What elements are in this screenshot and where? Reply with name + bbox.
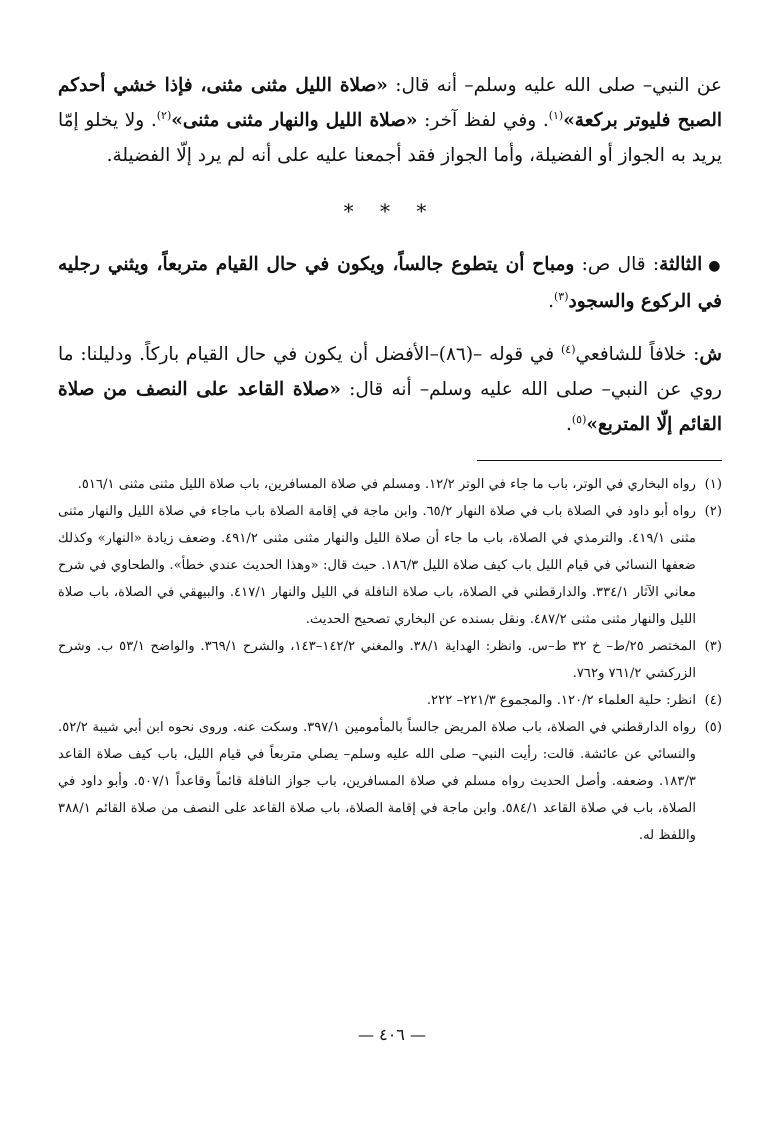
footnote-number: (٥)	[704, 720, 722, 735]
bullet-icon: ●	[708, 258, 722, 274]
footnote-ref[interactable]: (٥)	[571, 412, 587, 426]
footnote-number: (٣)	[704, 639, 722, 654]
footnote-text: رواه الدارقطني في الصلاة، باب صلاة المريض جالساً بالمأمومين ٣٩٧/١. وسكت عنه. وروى نحوه ابن أبي شيبة ٥٢/٢. والنسائي عن عائشة. قالت: رأيت النبي– صلى الله عليه وسلم– يصلي متربعاً في قيام الليل، باب كيف صلاة القاعد ١٨٣/٣. وضعفه. وأصل الحديث رواه مسلم في صلاة المسافرين، باب جواز النافلة قائماً وقاعداً ٥٠٧/١. وأبو داود في الصلاة، باب في صلاة القاعد ٥٨٤/١. وابن ماجة في إقامة الصلاة، باب صلاة القاعد على النصف من صلاة القائم ٣٨٨/١ واللفظ له.	[58, 720, 696, 843]
paragraph-rule: ●الثالثة: قال ص: ومباح أن يتطوع جالساً، ويكون في حال القيام متربعاً، ويثني رجليه في الركوع والسجود$^{(٣)}$.	[58, 254, 722, 312]
footnote-item	[58, 714, 722, 849]
footnote-ref[interactable]: (٢)	[156, 108, 172, 122]
paragraph-hadith: عن النبي– صلى الله عليه وسلم– أنه قال: «صلاة الليل مثنى مثنى، فإذا خشي أحدكم الصبح فليوتر بركعة»$^{(١)}$. وفي لفظ آخر: «صلاة الليل والنهار مثنى مثنى»$^{(٢)}$. ولا يخلو إمّا يريد به الجواز أو الفضيلة، وأما الجواز فقد أجمعنا عليه على أنه لم يرد إلّا الفضيلة.	[58, 75, 722, 166]
commentary-label: ش	[699, 344, 722, 365]
hadith-quote: «صلاة الليل والنهار مثنى مثنى»	[171, 110, 418, 131]
footnote-ref[interactable]: (١)	[548, 108, 564, 122]
main-text	[58, 68, 722, 442]
footnote-separator	[477, 460, 722, 461]
section-divider-stars: * * *	[343, 199, 437, 223]
footnote-text: رواه أبو داود في الصلاة باب في صلاة النهار ٦٥/٢. وابن ماجة في إقامة الصلاة باب ماجاء في صلاة الليل والنهار مثنى مثنى ٤١٩/١. والترمذي في الصلاة، باب ما جاء أن صلاة الليل والنهار مثنى مثنى ٤٩١/٢. وضعف زيادة «النهار» وكذلك ضعفها النسائي في قيام الليل باب كيف صلاة الليل ١٨٦/٣. حيث قال: «وهذا الحديث عندي خطأ». والطحاوي في شرح معاني الآثار ٣٣٤/١. والدارقطني في الصلاة، باب صلاة النافلة في الليل والنهار ٤١٧/١. والبيهقي في الصلاة، باب صلاة الليل والنهار مثنى مثنى ٤٨٧/٢. ونقل بسنده عن البخاري تصحيح الحديث.	[58, 504, 696, 627]
footnote-number: (١)	[704, 477, 722, 492]
footnote-number: (٢)	[704, 504, 722, 519]
footnote-number: (٤)	[704, 693, 722, 708]
footnote-text: المختصر ٢٥/ط– خ ٣٢ ط–س. وانظر: الهداية ٣٨/١. والمغني ١٤٢/٢–١٤٣، والشرح ٣٦٩/١. والواضح ٥٣/١ ب. وشرح الزركشي ٧٦١/٢ و٧٦٢.	[58, 639, 696, 681]
footnote-item	[58, 687, 722, 714]
footnote-ref[interactable]: (٤)	[560, 342, 576, 356]
footnote-item	[58, 633, 722, 687]
page-body	[58, 68, 722, 849]
footnote-item	[58, 471, 722, 498]
hadith-quote: «صلاة القاعد على النصف من صلاة القائم إلّا المتربع»	[58, 379, 722, 435]
paragraph-commentary: ش: خلافاً للشافعي$^{(٤)}$ في قوله –(٨٦)–الأفضل أن يكون في حال القيام باركاً. ودليلنا: ما روي عن النبي– صلى الله عليه وسلم– أنه قال: «صلاة القاعد على النصف من صلاة القائم إلّا المتربع»$^{(٥)}$.	[58, 342, 722, 435]
footnote-text: انظر: حلية العلماء ١٢٠/٢. والمجموع ٢٢١/٣– ٢٢٢.	[426, 693, 696, 708]
rule-text: ومباح أن يتطوع جالساً، ويكون في حال القيام متربعاً، ويثني رجليه في الركوع والسجود	[58, 254, 722, 312]
rule-label: الثالثة	[659, 254, 703, 275]
footnotes	[58, 471, 722, 849]
footnote-ref[interactable]: (٣)	[554, 289, 569, 303]
footnote-item	[58, 498, 722, 633]
page-number: — ٤٠٦ —	[358, 1025, 426, 1044]
hadith-quote: «صلاة الليل مثنى مثنى، فإذا خشي أحدكم الصبح فليوتر بركعة»	[58, 75, 722, 131]
footnote-text: رواه البخاري في الوتر، باب ما جاء في الوتر ١٢/٢. ومسلم في صلاة المسافرين، باب صلاة الليل مثنى مثنى ٥١٦/١.	[77, 477, 696, 492]
